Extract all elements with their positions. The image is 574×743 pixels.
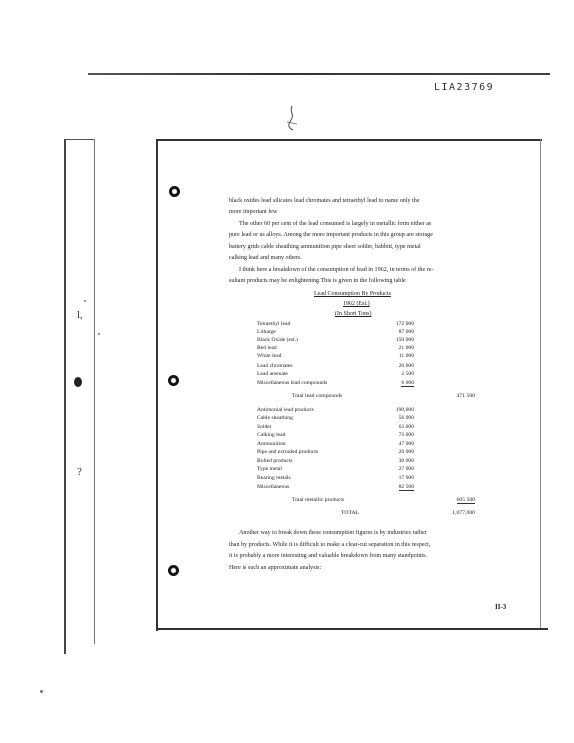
table-row-value: 27 000 — [398, 466, 414, 472]
table-row-value: 2 500 — [401, 371, 414, 377]
table-row-label: Calking lead — [257, 432, 286, 438]
scribble-mark — [283, 104, 301, 132]
table-row-value: 56 000 — [398, 415, 414, 421]
body-line: calking lead and many others. — [229, 255, 302, 261]
table-row-value: 63 000 — [398, 424, 414, 430]
document-id: LIA23769 — [434, 82, 495, 93]
body-line: Here is such an approximate analysis: — [229, 565, 322, 571]
table-row-label: Cable sheathing — [257, 415, 293, 421]
table-row-value: 21 000 — [398, 345, 414, 351]
table-row-label: Type metal — [257, 466, 282, 472]
table-subtitle: 1962 (Est.) — [343, 301, 370, 307]
table-row-label: Black Oxide (est.) — [257, 337, 298, 343]
punch-hole — [168, 375, 179, 386]
table-row-label: Lead chromates — [257, 363, 293, 369]
table-row-value: 47 000 — [398, 441, 414, 447]
table-row-value: 190,000 — [395, 407, 414, 413]
body-line: I think here a breakdown of the consumption of lead in 1962, in terms of the re- — [239, 267, 434, 273]
margin-mark: l, — [77, 309, 83, 321]
subtotal-label: Total lead compounds — [292, 393, 343, 399]
table-title: Lead Consumption By Products — [314, 291, 391, 297]
table-row-value: 6 000 — [401, 380, 414, 386]
table-row-label: Tetraethyl lead — [257, 321, 291, 327]
table-row-label: Red lead — [257, 345, 277, 351]
body-line: black oxides lead silicates lead chromates and tetraethyl lead to name only the — [229, 198, 420, 204]
table-row-label: Miscellaneous lead compounds — [257, 380, 328, 386]
scan-speck — [40, 690, 43, 693]
table-row-value: 20 000 — [398, 363, 414, 369]
subtotal-value: 471 500 — [456, 393, 475, 399]
scan-speck — [84, 300, 86, 302]
table-row-value: 82 500 — [398, 484, 414, 490]
table-row-value: 172 000 — [395, 321, 414, 327]
subtotal-label: Total metallic products — [292, 497, 345, 503]
table-units: (In Short Tons) — [335, 311, 372, 317]
page-number: II-3 — [495, 603, 507, 611]
back-page-hole — [74, 377, 82, 387]
body-line: battery grids cable sheathing ammunition pipe sheet solder, babbitt, type metal — [229, 244, 421, 250]
back-page-top-edge — [64, 139, 94, 140]
total-label: TOTAL — [341, 510, 360, 516]
body-line: more important few — [229, 209, 278, 215]
body-line: it is probably a more interesting and valuable breakdown from many standpoints. — [229, 553, 427, 559]
back-page-inner-edge — [94, 139, 95, 644]
total-value: 1,077,000 — [452, 510, 475, 516]
body-line: Another way to break down these consumption figures is by industries rather — [239, 530, 427, 536]
scan-top-edge — [88, 73, 550, 75]
page-bottom-edge — [156, 628, 548, 630]
scan-speck — [98, 333, 100, 335]
body-line: sultant products may be enlightening This is given in the following table — [229, 278, 406, 284]
back-page-edge — [64, 139, 66, 654]
page-right-edge — [540, 139, 541, 629]
table-row-label: Miscellaneous — [257, 484, 290, 490]
table-row-label: Antimonial lead products — [257, 407, 314, 413]
body-line: pure lead or as alloys. Among the more important products in this group are storage — [229, 232, 433, 238]
table-row-label: Solder — [257, 424, 272, 430]
table-row-value: 73 000 — [398, 432, 414, 438]
table-row-value: 150 000 — [395, 337, 414, 343]
table-row-value: 17 000 — [398, 475, 414, 481]
punch-hole — [169, 186, 180, 197]
margin-mark: ? — [77, 466, 82, 478]
body-line: than by products. While it is difficult to make a clear-cut separation in this respect, — [229, 542, 431, 548]
table-row-label: White lead — [257, 353, 282, 359]
table-row-value: 30 000 — [398, 458, 414, 464]
subtotal-value: 605 500 — [456, 497, 475, 503]
table-row-label: Ammunition — [257, 441, 286, 447]
table-row-label: Pipe and extruded products — [257, 449, 319, 455]
table-row-value: 20 000 — [398, 449, 414, 455]
table-row-value: 87 000 — [398, 329, 414, 335]
table-row-value: 11 000 — [398, 353, 414, 359]
table-row-label: Rolled products — [257, 458, 293, 464]
table-row-label: Lead arsenate — [257, 371, 288, 377]
body-line: The other 60 per cent of the lead consumed is largely in metallic form either as — [239, 221, 432, 227]
table-row-label: Bearing metals — [257, 475, 291, 481]
punch-hole — [168, 565, 179, 576]
table-row-label: Litharge — [257, 329, 276, 335]
